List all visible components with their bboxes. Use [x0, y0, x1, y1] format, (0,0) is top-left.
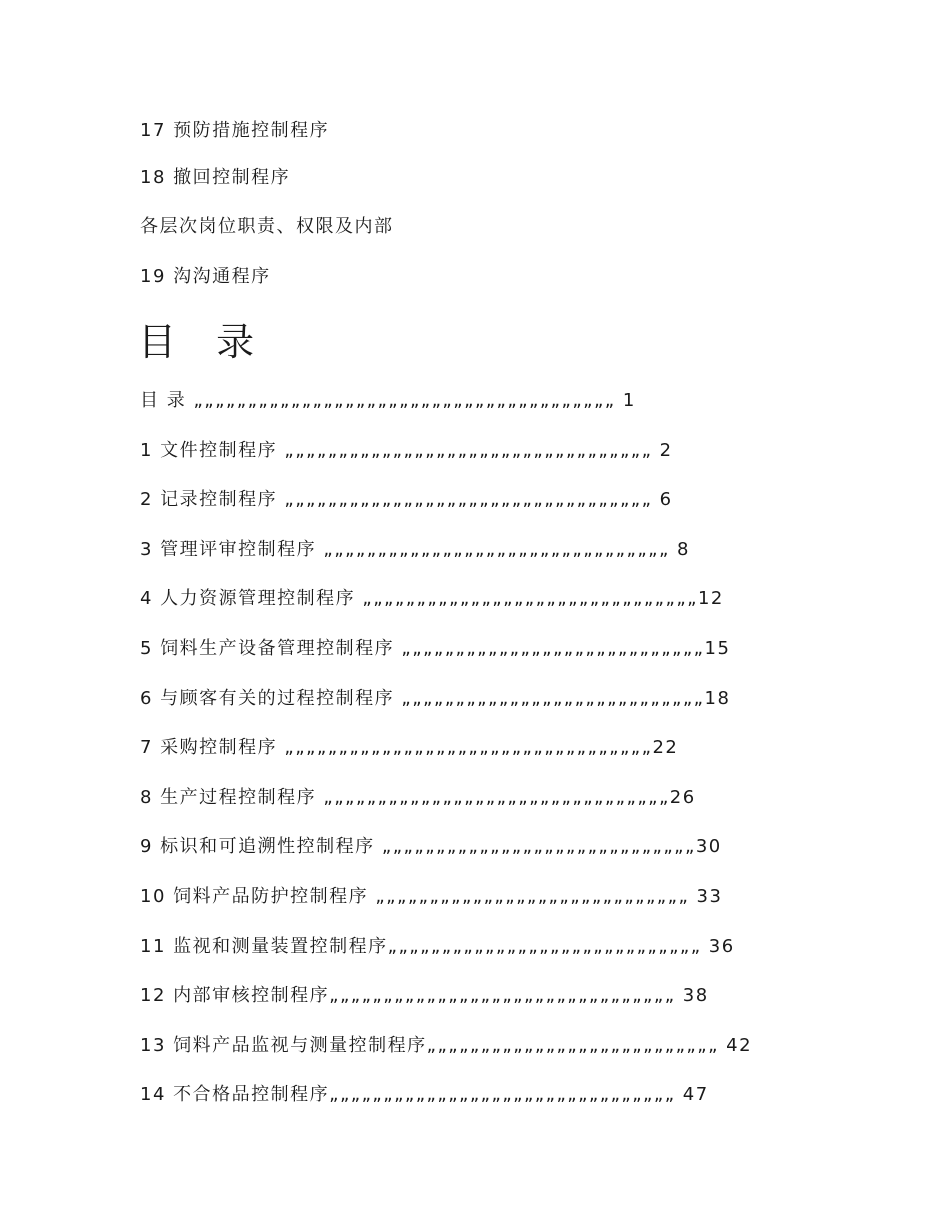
toc-entry[interactable]: 目 录 „„„„„„„„„„„„„„„„„„„„„„„„„„„„„„„„„„„„„„„ 1: [140, 390, 636, 411]
toc-entry[interactable]: 6 与顾客有关的过程控制程序 „„„„„„„„„„„„„„„„„„„„„„„„„„„„18: [140, 688, 731, 709]
toc-entry[interactable]: 14 不合格品控制程序„„„„„„„„„„„„„„„„„„„„„„„„„„„„„„„„ 47: [140, 1084, 709, 1105]
toc-entry[interactable]: 7 采购控制程序 „„„„„„„„„„„„„„„„„„„„„„„„„„„„„„„„„„22: [140, 737, 679, 758]
pre-item: 18 撤回控制程序: [140, 167, 291, 188]
pre-item: 19 沟沟通程序: [140, 266, 271, 287]
pre-item: 各层次岗位职责、权限及内部: [140, 216, 394, 237]
toc-heading: 目 录: [138, 320, 269, 364]
toc-entry[interactable]: 5 饲料生产设备管理控制程序 „„„„„„„„„„„„„„„„„„„„„„„„„„„„15: [140, 638, 731, 659]
toc-entry[interactable]: 4 人力资源管理控制程序 „„„„„„„„„„„„„„„„„„„„„„„„„„„„„„„12: [140, 588, 724, 609]
toc-entry[interactable]: 1 文件控制程序 „„„„„„„„„„„„„„„„„„„„„„„„„„„„„„„„„„ 2: [140, 440, 673, 461]
pre-item: 17 预防措施控制程序: [140, 120, 330, 141]
toc-entry[interactable]: 8 生产过程控制程序 „„„„„„„„„„„„„„„„„„„„„„„„„„„„„„„„26: [140, 787, 696, 808]
toc-entry[interactable]: 13 饲料产品监视与测量控制程序„„„„„„„„„„„„„„„„„„„„„„„„„„„ 42: [140, 1035, 753, 1056]
toc-entry[interactable]: 3 管理评审控制程序 „„„„„„„„„„„„„„„„„„„„„„„„„„„„„„„„ 8: [140, 539, 690, 560]
toc-entry[interactable]: 12 内部审核控制程序„„„„„„„„„„„„„„„„„„„„„„„„„„„„„„„„ 38: [140, 985, 709, 1006]
toc-entry[interactable]: 10 饲料产品防护控制程序 „„„„„„„„„„„„„„„„„„„„„„„„„„„„„ 33: [140, 886, 723, 907]
toc-entry[interactable]: 9 标识和可追溯性控制程序 „„„„„„„„„„„„„„„„„„„„„„„„„„„„„30: [140, 836, 722, 857]
toc-entry[interactable]: 11 监视和测量装置控制程序„„„„„„„„„„„„„„„„„„„„„„„„„„„„„ 36: [140, 936, 735, 957]
toc-entry[interactable]: 2 记录控制程序 „„„„„„„„„„„„„„„„„„„„„„„„„„„„„„„„„„ 6: [140, 489, 673, 510]
